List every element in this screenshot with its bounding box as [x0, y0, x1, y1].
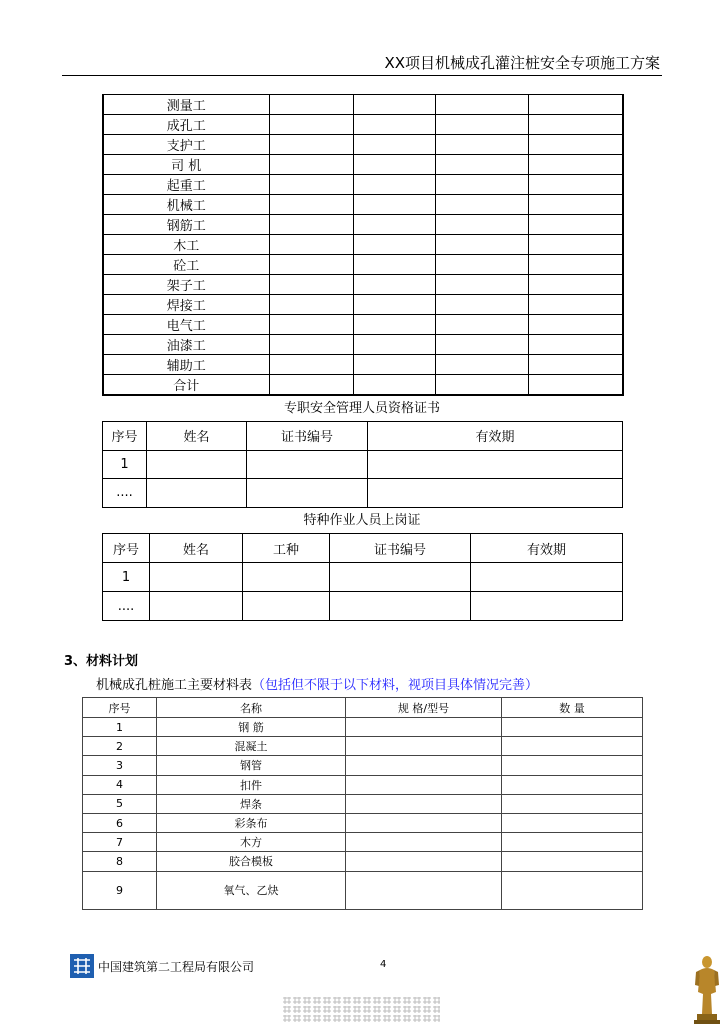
table-cell: 木方	[157, 833, 346, 852]
table-cell	[346, 794, 502, 813]
table-cell	[346, 737, 502, 756]
table-cell: ....	[103, 592, 150, 621]
safety-cert-caption: 专职安全管理人员资格证书	[283, 401, 440, 416]
table-row	[103, 335, 623, 355]
table-row	[103, 563, 623, 592]
column-header: 序号	[103, 534, 150, 563]
table-row	[83, 775, 643, 794]
table-row	[103, 115, 623, 135]
table-row	[83, 833, 643, 852]
table-cell: 1	[103, 563, 150, 592]
table-cell: 2	[83, 737, 157, 756]
material-table-intro	[96, 674, 538, 693]
table-row	[103, 479, 623, 508]
section-heading: 3、材料计划	[64, 654, 139, 669]
table-row	[103, 95, 623, 115]
table-cell: 7	[83, 833, 157, 852]
worker-type-cell: 起重工	[103, 175, 269, 195]
material-plan-table	[82, 697, 643, 910]
table-cell	[368, 450, 623, 479]
worker-type-cell: 司 机	[103, 155, 269, 175]
table-cell	[346, 718, 502, 737]
column-header: 名称	[157, 698, 346, 718]
column-header: 序号	[83, 698, 157, 718]
table-cell	[502, 813, 643, 832]
document-header-title: XX项目机械成孔灌注桩安全专项施工方案	[384, 54, 660, 72]
worker-type-cell: 电气工	[103, 315, 269, 335]
table-row	[103, 175, 623, 195]
table-cell	[502, 718, 643, 737]
table-row	[103, 355, 623, 375]
table-cell	[368, 479, 623, 508]
table-cell	[502, 775, 643, 794]
table-cell	[243, 563, 330, 592]
column-header: 有效期	[471, 534, 623, 563]
header-divider	[62, 75, 662, 76]
table-cell: 1	[103, 450, 147, 479]
table-header-row	[103, 534, 623, 563]
table-row	[83, 852, 643, 871]
table-cell: 5	[83, 794, 157, 813]
table-row	[103, 135, 623, 155]
column-header: 工种	[243, 534, 330, 563]
table-cell: 6	[83, 813, 157, 832]
material-intro-text: 机械成孔桩施工主要材料表	[96, 678, 253, 693]
total-cell: 合计	[103, 375, 269, 396]
table-cell	[471, 592, 623, 621]
table-cell: 4	[83, 775, 157, 794]
table-row	[103, 155, 623, 175]
table-cell	[243, 592, 330, 621]
table-cell	[346, 813, 502, 832]
table-cell	[247, 450, 368, 479]
table-cell: ....	[103, 479, 147, 508]
table-cell	[346, 852, 502, 871]
safety-cert-table	[102, 421, 623, 508]
table-cell: 焊条	[157, 794, 346, 813]
worker-type-cell: 钢筋工	[103, 215, 269, 235]
table-cell: 9	[83, 871, 157, 909]
personnel-count-table	[102, 94, 624, 396]
column-header: 有效期	[368, 422, 623, 451]
table-cell: 1	[83, 718, 157, 737]
worker-type-cell: 机械工	[103, 195, 269, 215]
golden-statue-icon	[690, 952, 724, 1024]
table-cell	[502, 794, 643, 813]
table-cell: 胶合模板	[157, 852, 346, 871]
worker-type-cell: 辅助工	[103, 355, 269, 375]
table-cell	[147, 450, 247, 479]
column-header: 序号	[103, 422, 147, 451]
table-row	[103, 592, 623, 621]
worker-type-cell: 焊接工	[103, 295, 269, 315]
table-row	[103, 215, 623, 235]
table-row	[103, 235, 623, 255]
table-cell: 混凝土	[157, 737, 346, 756]
table-cell	[471, 563, 623, 592]
table-row	[83, 737, 643, 756]
column-header: 规 格/型号	[346, 698, 502, 718]
table-cell	[502, 756, 643, 775]
table-cell: 钢 筋	[157, 718, 346, 737]
material-intro-note: （包括但不限于以下材料，视项目具体情况完善）	[252, 678, 539, 693]
worker-type-cell: 架子工	[103, 275, 269, 295]
table-row	[83, 756, 643, 775]
table-cell	[247, 479, 368, 508]
footer-company-name: 中国建筑第二工程局有限公司	[98, 960, 255, 974]
table-cell	[147, 479, 247, 508]
table-cell: 钢管	[157, 756, 346, 775]
table-cell	[150, 592, 243, 621]
page-number: 4	[380, 959, 387, 970]
table-cell: 彩条布	[157, 813, 346, 832]
footer-pattern-decoration	[282, 996, 440, 1024]
table-cell	[502, 871, 643, 909]
table-row	[103, 295, 623, 315]
special-operation-table	[102, 533, 623, 621]
table-header-row	[103, 422, 623, 451]
table-cell	[346, 833, 502, 852]
column-header: 姓名	[150, 534, 243, 563]
table-cell	[346, 775, 502, 794]
table-row	[103, 275, 623, 295]
worker-type-cell: 砼工	[103, 255, 269, 275]
table-cell	[150, 563, 243, 592]
table-cell	[330, 592, 471, 621]
table-row	[103, 450, 623, 479]
worker-type-cell: 成孔工	[103, 115, 269, 135]
table-cell	[502, 737, 643, 756]
table-cell	[346, 756, 502, 775]
worker-type-cell: 支护工	[103, 135, 269, 155]
table-row	[103, 195, 623, 215]
column-header: 证书编号	[247, 422, 368, 451]
table-row	[103, 315, 623, 335]
table-row	[83, 794, 643, 813]
table-row	[83, 871, 643, 909]
table-row	[83, 718, 643, 737]
table-cell: 3	[83, 756, 157, 775]
table-cell	[502, 852, 643, 871]
worker-type-cell: 木工	[103, 235, 269, 255]
table-cell	[502, 833, 643, 852]
table-cell: 扣件	[157, 775, 346, 794]
column-header: 姓名	[147, 422, 247, 451]
table-cell: 氧气、乙炔	[157, 871, 346, 909]
worker-type-cell: 测量工	[103, 95, 269, 115]
worker-type-cell: 油漆工	[103, 335, 269, 355]
table-cell	[346, 871, 502, 909]
column-header: 证书编号	[330, 534, 471, 563]
table-header-row	[83, 698, 643, 718]
table-row	[83, 813, 643, 832]
column-header: 数 量	[502, 698, 643, 718]
table-row	[103, 375, 623, 396]
company-logo-icon	[70, 954, 94, 978]
table-row	[103, 255, 623, 275]
table-cell: 8	[83, 852, 157, 871]
table-cell	[330, 563, 471, 592]
special-operation-caption: 特种作业人员上岗证	[303, 513, 421, 528]
